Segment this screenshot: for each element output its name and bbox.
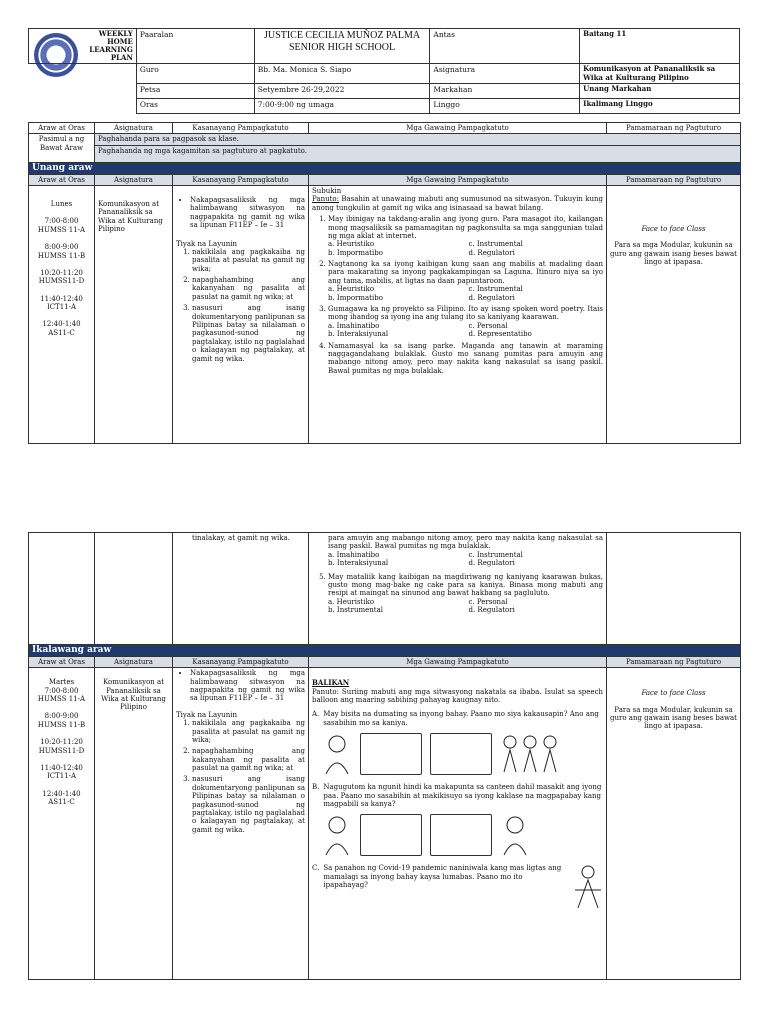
speech-balloon[interactable]	[430, 814, 492, 856]
day2-method-body: Para sa mga Modular, kukunin sa guro ang gawain isang beses bawat lingo at ipapasa.	[610, 705, 737, 731]
day2-objective: 2. napaghahambing ang kakanyahan ng pasalita at pasulat na gamit ng wika; at	[192, 747, 305, 772]
figure-b	[322, 814, 603, 856]
label-paaralan: Paaralan	[136, 29, 254, 64]
label-oras: Oras	[136, 98, 254, 113]
plan-table-day1-cont	[28, 532, 741, 980]
subcol-gawain: Mga Gawaing Pampagkatuto	[309, 656, 607, 667]
day1-activities: Subukin Panuto: Basahin at unawaing mabuti ang sumusunod na sitwasyon. Tukuyin kung anong tungkulin at gamit ng wika ang isinasaad sa bawat bilang. 1. May ibinigay na takdang-aralin ang iyong guro. Para masagot ito, kailangan mong magsaliksik sa pamamagitan ng pagkonsulta sa mga sanggunian tulad ng mga aklat at internet. a. Heuristiko c. Instrumental b. Impormatibo d. Regulatori 2. Nagtanong ka sa iyong kaibigan kung saan ang mabilis at madaling daan para makarating sa inyong pagkakampingan sa Laguna. Itinuro niya sa iyo ang tama, mabilis, at ligtas na daan papuntaroon. a. Heuristiko c. Instrumental b. Impormatibo d. Regulatori 3. Gumagawa ka ng proyekto sa Filipino. Ito ay isang spoken word poetry. Itais mong ihandog sa iyong ina ang tulang ito sa kaniyang kaarawan. a. Imahinatibo c. Personal b. Interaksiyunal d. Representatibo 4. Namamasyal ka sa isang parke. Maganda ang tanawin at maraming naggagandahang bulaklak. Gusto mo sanang pumitas para amuyin ang mabango nitong amoy, pero may nakita kang nakasulat sa isang paskil. Bawal pumitas ng mga bulaklak.	[309, 185, 607, 443]
day1-band: Unang araw	[29, 162, 741, 174]
pasimula-line1: Paghahanda para sa pagpasok sa klase.	[95, 134, 741, 145]
grade-level: Baitang 11	[580, 29, 740, 64]
col-araw-oras: Araw at Oras	[29, 123, 95, 134]
day2-objectives-label: Tiyak na Layunin	[176, 710, 237, 719]
question-item: 1. May ibinigay na takdang-aralin ang iyong guro. Para masagot ito, kailangan mong magsaliksik sa pamamagitan ng pagkonsulta sa mga sanggunian tulad ng mga aklat at internet. a. Heuristiko c. Instrumental b. Impormatibo d. Regulatori	[328, 215, 603, 257]
label-antas: Antas	[430, 29, 580, 64]
subject-name: Komunikasyon at Pananaliksik sa Wika at Kulturang Pilipino	[580, 64, 740, 84]
subcol-pamamaraan: Pamamaraan ng Pagtuturo	[607, 656, 741, 667]
pasimula-label: Pasimul a ng Bawat Araw	[29, 134, 95, 162]
question-item: 4. Namamasyal ka sa isang parke. Maganda ang tanawin at maraming naggagandahang bulaklak. Gusto mo sanang pumitas para amuyin ang mabango nitong amoy, pero may nakita kang nakasulat sa isang paskil. Bawal pumitas ng mga bulaklak.	[328, 342, 603, 360]
day1-objective: 2. napaghahambing ang kakanyahan ng pasalita at pasulat na gamit ng wika; at	[192, 276, 305, 301]
day1-objective-cont: tinalakay, at gamit ng wika.	[173, 533, 309, 645]
date-value: Setyembre 26-29,2022	[254, 83, 430, 98]
day2-subject: Komunikasyon at Pananaliksik sa Wika at Kulturang Pilipino	[95, 668, 173, 980]
header-table	[28, 28, 740, 114]
day1-method-body: Para sa mga Modular, kukunin sa guro ang gawain isang beses bawat lingo at ipapasa.	[610, 241, 737, 267]
day1-objectives-label: Tiyak na Layunin	[176, 239, 237, 248]
speech-balloon[interactable]	[430, 733, 492, 775]
label-linggo: Linggo	[430, 98, 580, 113]
day2-band: Ikalawang araw	[29, 645, 741, 657]
day2-objective: 1. nakikilala ang pagkakaiba ng pasalita at pasulat na gamit ng wika;	[192, 719, 305, 744]
subcol-araw-oras: Araw at Oras	[29, 174, 95, 185]
label-asignatura: Asignatura	[430, 64, 580, 84]
col-gawain: Mga Gawaing Pampagkatuto	[309, 123, 607, 134]
subcol-pamamaraan: Pamamaraan ng Pagtuturo	[607, 174, 741, 185]
day1-competency: • Nakapagsasaliksik ng mga halimbawang sitwasyon na nagpapakita ng gamit ng wika sa lipunan F11EP – Ie – 31	[190, 196, 305, 230]
label-markahan: Markahan	[430, 83, 580, 98]
day2-competency: • Nakapagsasaliksik ng mga halimbawang sitwasyon na nagpapakita ng gamit ng wika sa lipunan F11EP – Ie – 31	[190, 669, 305, 703]
question-item: 5. May mataliik kang kaibigan na magdiriwang ng kaniyang kaarawan bukas, gusto mong mag-bake ng cake para sa kaniya. Binasa mong mabuti ang resipi at maingat na sinunod ang bawat hakbang sa pagluluto. a. Heuristiko c. Personal b. Instrumental d. Regulatori	[328, 573, 603, 615]
week-value: Ikalimang Linggo	[580, 98, 740, 113]
speech-balloon[interactable]	[360, 733, 422, 775]
day2-method-title: Face to face Class	[641, 689, 706, 698]
pasimula-line2: Paghahanda ng mga kagamitan sa pagtuturo at pagkatuto.	[95, 145, 741, 162]
day2-objective: 3. nasusuri ang isang dokumentaryong panlipunan sa Pilipinas batay sa nilalaman o pagkasunod-sunod ng pagtalakay, istilo ng paglalahad o kalagayan ng pagtalakay, at gamit ng wika.	[192, 775, 305, 834]
subcol-gawain: Mga Gawaing Pampagkatuto	[309, 174, 607, 185]
day1-objective: 3. nasusuri ang isang dokumentaryong panlipunan sa Pilipinas batay sa nilalaman o pagkasunod-sunod ng pagtalakay, istilo ng paglalahad o kalagayan ng pagtalakay, at gamit ng wika.	[192, 304, 305, 348]
col-asignatura: Asignatura	[95, 123, 173, 134]
page-2	[0, 520, 768, 1024]
day1-objective: 1. nakikilala ang pagkakaiba ng pasalita at pasulat na gamit ng wika;	[192, 248, 305, 273]
day1-subject: Komunikasyon at Pananaliksik sa Wika at Kulturang Pilipino	[95, 185, 173, 443]
label-petsa: Petsa	[136, 83, 254, 98]
question-item: 2. Nagtanong ka sa iyong kaibigan kung saan ang mabilis at madaling daan para makarating sa inyong pagkakampingan sa Laguna. Itinuro niya sa iyo ang tama, mabilis, at ligtas na daan papuntaroon. a. Heuristiko c. Instrumental b. Impormatibo d. Regulatori	[328, 260, 603, 302]
day1-activities-cont: para amuyin ang mabango nitong amoy, pero may nakita kang nakasulat sa isang paskil. Bawal pumitas ng mga bulaklak. a. Imahinatibo c. Instrumental b. Interaksiyunal d. Regulatori 5. May mataliik kang kaibigan na magdiriwang ng kaniyang kaarawan bukas, gusto mong mag-bake ng cake para sa kaniya. Binasa mong mabuti ang resipi at maingat na sinunod ang bawat hakbang sa pagluluto. a. Heuristiko c. Personal b. Instrumental d. Regulatori	[309, 533, 607, 645]
day2-method	[607, 668, 741, 980]
page-1	[0, 0, 768, 495]
day1-method-title: Face to face Class	[641, 224, 706, 233]
subcol-asignatura: Asignatura	[95, 174, 173, 185]
time-value: 7:00-9:00 ng umaga	[254, 98, 430, 113]
day2-competency-cell	[173, 668, 309, 980]
situation-c: C. Sa panahon ng Covid-19 pandemic naniniwala kang mas ligtas ang mamalagi sa inyong bahay kaysa lumabas. Paano mo ito ipapahayag?	[312, 864, 603, 910]
person-icon	[500, 815, 530, 855]
day1-panuto: Basahin at unawaing mabuti ang sumusunod na sitwasyon. Tukuyin kung anong tungkulin at gamit ng wika ang isinasaad sa bawat bilang.	[312, 195, 603, 212]
day1-schedule: Lunes 7:00-8:00 HUMSS 11-A 8:00-9:00 HUMSS 11-B 10:20-11:20 HUMSS11-D 11:40-12:40 ICT11-A 12:40-1:40 AS11-C	[29, 185, 95, 443]
subcol-kasanayan: Kasanayang Pampagkatuto	[173, 174, 309, 185]
day2-panuto: Panuto: Suriing mabuti ang mga sitwasyong nakatala sa ibaba. Isulat sa speech balloon ang maaring sabihing pahayag kaugnay nito.	[312, 687, 603, 704]
person-icon	[573, 864, 603, 910]
day1-method	[607, 185, 741, 443]
day1-activity-title: Subukin	[312, 186, 342, 195]
doc-type: WEEKLY HOME LEARNING PLAN	[29, 29, 137, 64]
day1-competency-cell	[173, 185, 309, 443]
person-icon	[322, 734, 352, 774]
plan-table-day1	[28, 122, 741, 444]
col-kasanayan: Kasanayang Pampagkatuto	[173, 123, 309, 134]
col-pamamaraan: Pamamaraan ng Pagtuturo	[607, 123, 741, 134]
situation-b: B. Nagugutom ka ngunit hindi ka makapunta sa canteen dahil masakit ang iyong paa. Paano mo sasabihin at makikisuyo sa iyong kaklase na magpapabay kang magpabili sa kanya?	[312, 783, 602, 808]
group-people-icon	[500, 734, 560, 774]
day2-activities	[309, 668, 607, 980]
figure-a	[322, 733, 603, 775]
day2-activity-title: BALIKAN	[312, 678, 350, 688]
subcol-kasanayan: Kasanayang Pampagkatuto	[173, 656, 309, 667]
speech-balloon[interactable]	[360, 814, 422, 856]
subcol-araw-oras: Araw at Oras	[29, 656, 95, 667]
situation-a: A. May bisita na dumating sa inyong bahay. Paano mo siya kakausapin? Ano ang sasabihin mo sa kaniya.	[312, 710, 599, 727]
day2-schedule: Martes 7:00-8:00 HUMSS 11-A 8:00-9:00 HUMSS 11-B 10:20-11:20 HUMSS11-D 11:40-12:40 ICT11-A 12:40-1:40 AS11-C	[29, 668, 95, 980]
subcol-asignatura: Asignatura	[95, 656, 173, 667]
label-guro: Guro	[136, 64, 254, 84]
teacher-name: Bb. Ma. Monica S. Siapo	[254, 64, 430, 84]
quarter-value: Unang Markahan	[580, 83, 740, 98]
person-icon	[322, 815, 352, 855]
question-item: 3. Gumagawa ka ng proyekto sa Filipino. Ito ay isang spoken word poetry. Itais mong ihandog sa iyong ina ang tulang ito sa kaniyang kaarawan. a. Imahinatibo c. Personal b. Interaksiyunal d. Representatibo	[328, 305, 603, 339]
school-name: JUSTICE CECILIA MUÑOZ PALMA SENIOR HIGH SCHOOL	[254, 29, 430, 64]
